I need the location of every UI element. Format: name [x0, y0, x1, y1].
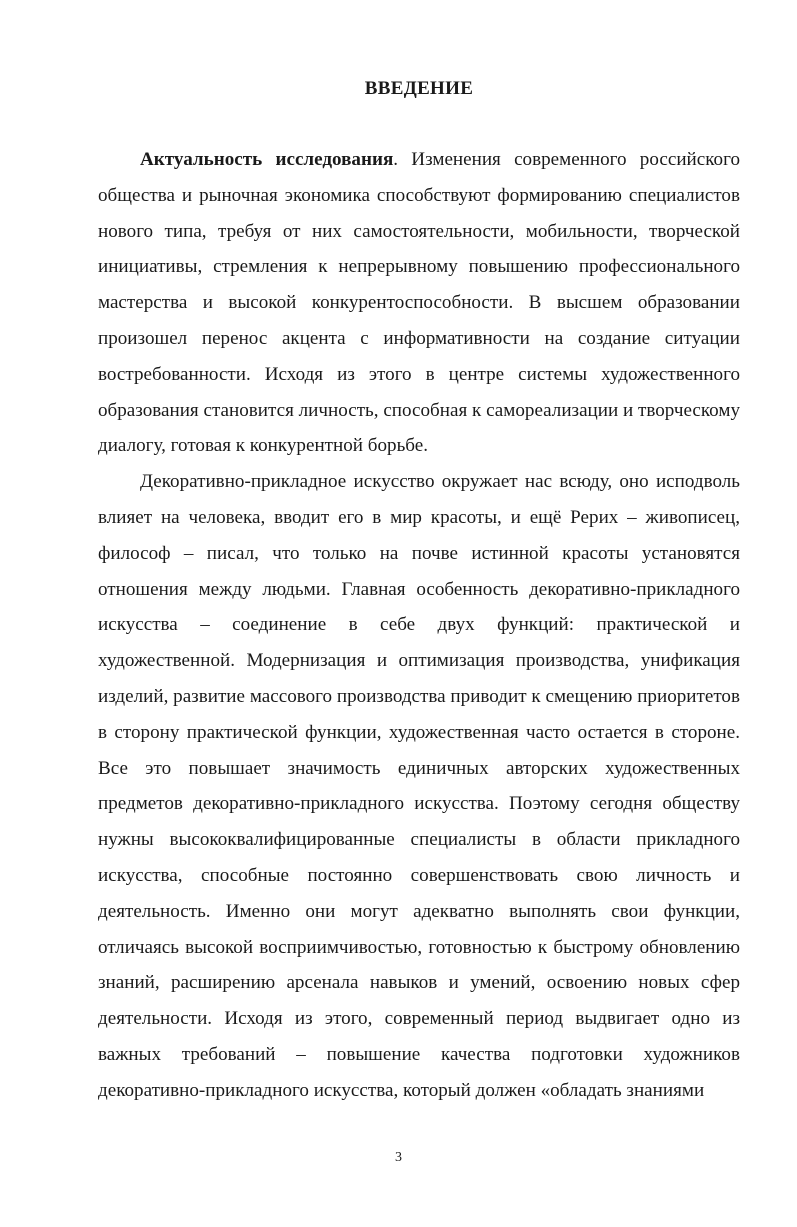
- paragraph-body: Изменения современного российского общества и рыночная экономика способствуют формированию специалистов нового типа, требуя от них самостоятельности, мобильности, творческой инициативы, стремления к непрерывному повышению профессионального мастерства и высокой конкурентоспособности. В высшем образовании произошел перенос акцента с информативности на создание ситуации востребованности. Исходя из этого в центре системы художественного образования становится личность, способная к самореализации и творческому диалогу, готовая к конкурентной борьбе.: [98, 149, 740, 457]
- paragraph-relevance: [98, 142, 740, 464]
- paragraph-lead: Актуальность исследования: [140, 149, 394, 170]
- paragraph-decorative-art: Декоративно-прикладное искусство окружает нас всюду, оно исподволь влияет на человека, вводит его в мир красоты, и ещё Рерих – живописец, философ – писал, что только на почве истинной красоты установятся отношения между людьми. Главная особенность декоративно-прикладного искусства – соединение в себе двух функций: практической и художественной. Модернизация и оптимизация производства, унификация изделий, развитие массового производства приводит к смещению приоритетов в сторону практической функции, художественная часто остается в стороне. Все это повышает значимость единичных авторских художественных предметов декоративно-прикладного искусства. Поэтому сегодня обществу нужны высококвалифицированные специалисты в области прикладного искусства, способные постоянно совершенствовать свою личность и деятельность. Именно они могут адекватно выполнять свои функции, отличаясь высокой восприимчивостью, готовностью к быстрому обновлению знаний, расширению арсенала навыков и умений, освоению новых сфер деятельности. Исходя из этого, современный период выдвигает одно из важных требований – повышение качества подготовки художников декоративно-прикладного искусства, который должен «обладать знаниями: [98, 471, 740, 1101]
- page-number: 3: [395, 1150, 402, 1165]
- section-heading: ВВЕДЕНИЕ: [364, 78, 474, 99]
- document-page: [98, 78, 740, 1109]
- paragraph-lead-punct: .: [393, 149, 412, 170]
